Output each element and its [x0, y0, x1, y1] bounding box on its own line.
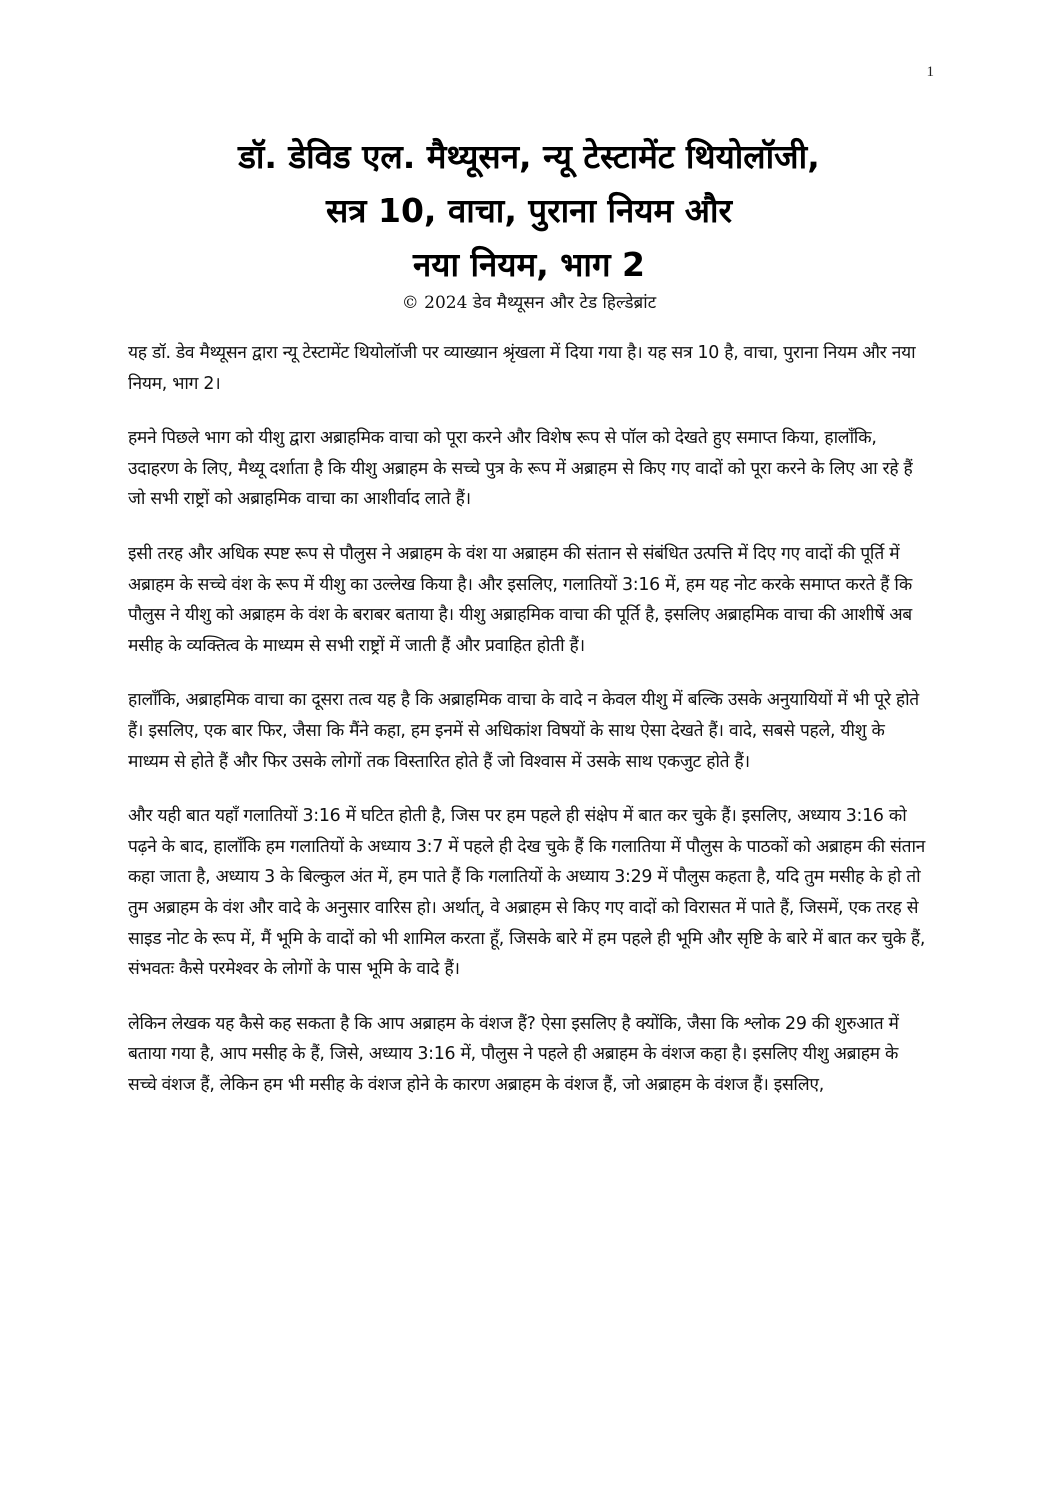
- page-number: 1: [926, 64, 934, 80]
- paragraph: लेकिन लेखक यह कैसे कह सकता है कि आप अब्राहम के वंशज हैं? ऐसा इसलिए है क्योंकि, जैसा कि श्लोक 29 की शुरुआत में बताया गया है, आप मसीह के हैं, जिसे, अध्याय 3:16 में, पौलुस ने पहले ही अब्राहम के वंशज कहा है। इसलिए यीशु अब्राहम के सच्चे वंशज हैं, लेकिन हम भी मसीह के वंशज होने के कारण अब्राहम के वंशज हैं, जो अब्राहम के वंशज हैं। इसलिए,: [128, 1013, 899, 1095]
- title-block: [60, 130, 998, 316]
- paragraph: हमने पिछले भाग को यीशु द्वारा अब्राहमिक वाचा को पूरा करने और विशेष रूप से पॉल को देखते हुए समाप्त किया, हालाँकि, उदाहरण के लिए, मैथ्यू दर्शाता है कि यीशु अब्राहम के सच्चे पुत्र के रूप में अब्राहम से किए गए वादों को पूरा करने के लिए आ रहे हैं जो सभी राष्ट्रों को अब्राहमिक वाचा का आशीर्वाद लाते हैं।: [128, 428, 913, 510]
- document-body: [128, 338, 930, 1124]
- title-line-3: नया नियम, भाग 2: [412, 245, 646, 284]
- paragraph: इसी तरह और अधिक स्पष्ट रूप से पौलुस ने अब्राहम के वंश या अब्राहम की संतान से संबंधित उत्पत्ति में दिए गए वादों की पूर्ति में अब्राहम के सच्चे वंश के रूप में यीशु का उल्लेख किया है। और इसलिए, गलातियों 3:16 में, हम यह नोट करके समाप्त करते हैं कि पौलुस ने यीशु को अब्राहम के वंश के बराबर बताया है। यीशु अब्राहमिक वाचा की पूर्ति है, इसलिए अब्राहमिक वाचा की आशीषें अब मसीह के व्यक्तित्व के माध्यम से सभी राष्ट्रों में जाती हैं और प्रवाहित होती हैं।: [128, 543, 912, 656]
- paragraph-intro: यह डॉ. डेव मैथ्यूसन द्वारा न्यू टेस्टामेंट थियोलॉजी पर व्याख्यान श्रृंखला में दिया गया है। यह सत्र 10 है, वाचा, पुराना नियम और नया नियम, भाग 2।: [128, 343, 916, 394]
- title-line-2: सत्र 10, वाचा, पुराना नियम और: [325, 191, 732, 230]
- paragraph: हालाँकि, अब्राहमिक वाचा का दूसरा तत्व यह है कि अब्राहमिक वाचा के वादे न केवल यीशु में बल्कि उसके अनुयायियों में भी पूरे होते हैं। इसलिए, एक बार फिर, जैसा कि मैंने कहा, हम इनमें से अधिकांश विषयों के साथ ऐसा देखते हैं। वादे, सबसे पहले, यीशु के माध्यम से होते हैं और फिर उसके लोगों तक विस्तारित होते हैं जो विश्वास में उसके साथ एकजुट होते हैं।: [128, 690, 919, 772]
- copyright-line: © 2024 डेव मैथ्यूसन और टेड हिल्डेब्रांट: [401, 293, 657, 313]
- paragraph: और यही बात यहाँ गलातियों 3:16 में घटित होती है, जिस पर हम पहले ही संक्षेप में बात कर चुके हैं। इसलिए, अध्याय 3:16 को पढ़ने के बाद, हालाँकि हम गलातियों के अध्याय 3:7 में पहले ही देख चुके हैं कि गलातिया में पौलुस के पाठकों को अब्राहम की संतान कहा जाता है, अध्याय 3 के बिल्कुल अंत में, हम पाते हैं कि गलातियों के अध्याय 3:29 में पौलुस कहता है, यदि तुम मसीह के हो तो तुम अब्राहम के वंश और वादे के अनुसार वारिस हो। अर्थात्, वे अब्राहम से किए गए वादों को विरासत में पाते हैं, जिसमें, एक तरह से साइड नोट के रूप में, मैं भूमि के वादों को भी शामिल करता हूँ, जिसके बारे में हम पहले ही भूमि और सृष्टि के बारे में बात कर चुके हैं, संभवतः कैसे परमेश्वर के लोगों के पास भूमि के वादे हैं।: [128, 806, 926, 980]
- title-line-1: डॉ. डेविड एल. मैथ्यूसन, न्यू टेस्टामेंट थियोलॉजी,: [238, 137, 820, 176]
- page-title: [60, 130, 998, 292]
